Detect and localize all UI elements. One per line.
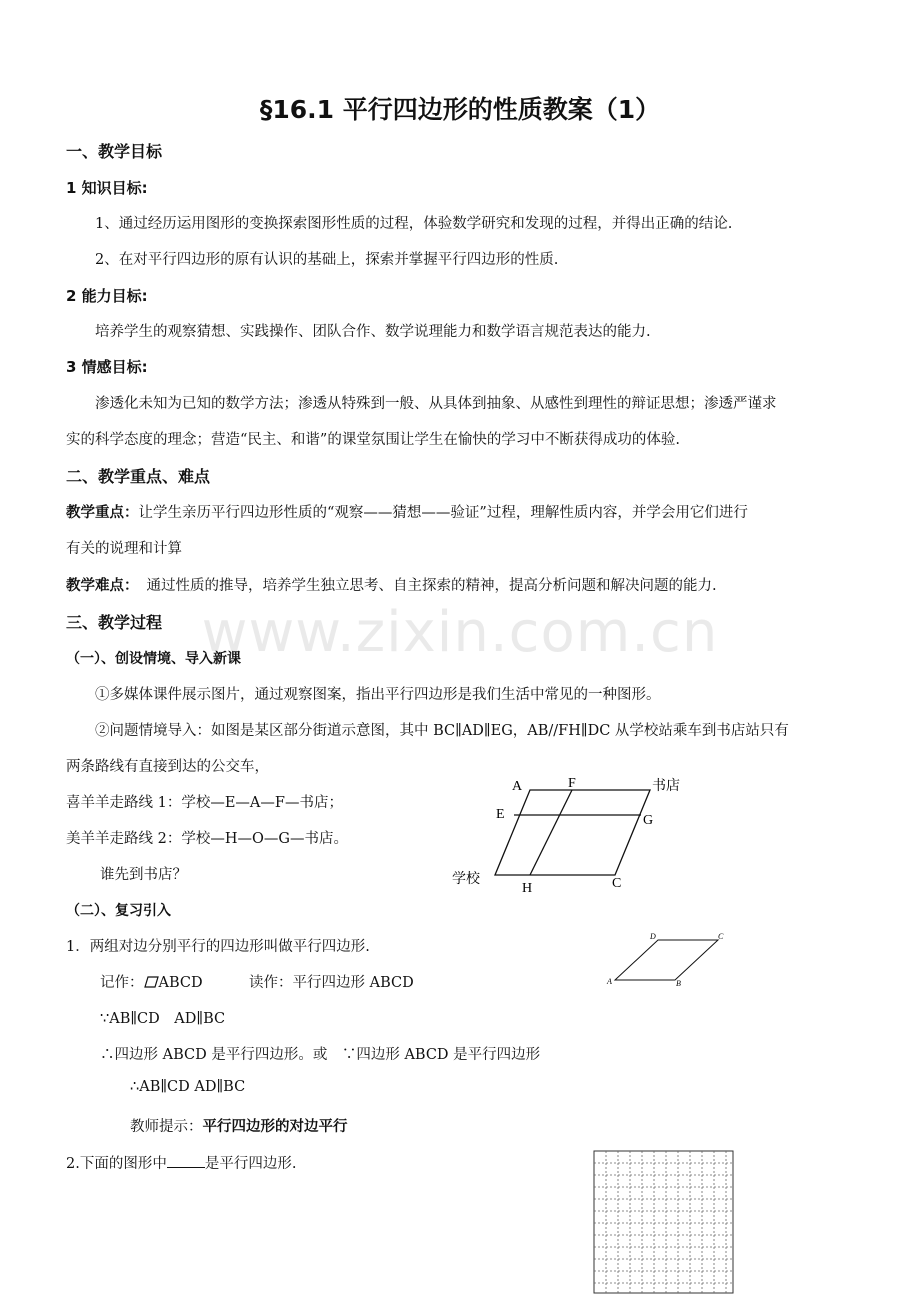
answer-blank[interactable] [167,1153,205,1168]
label-F: F [568,776,576,791]
knowledge-item-1: 1、通过经历运用图形的变换探索图形性质的过程，体验数学研究和发现的过程，并得出正确的结论. [95,216,733,232]
question-2-before: 2.下面的图形中 [66,1156,167,1172]
label-G: G [643,813,654,828]
street-diagram [440,770,700,900]
emotion-goal-line-2: 实的科学态度的理念；营造“民主、和谐”的课堂氛围让学生在愉快的学习中不断获得成功的体验. [66,432,680,448]
key-point-label: 教学重点： [66,505,139,521]
street-parallelogram [495,790,650,875]
key-point-line-2: 有关的说理和计算 [66,541,182,557]
question: 谁先到书店？ [100,867,187,883]
part-1-item-2-line-2: 两条路线有直接到达的公交车， [66,759,269,775]
key-point-text: 让学生亲历平行四边形性质的“观察——猜想——验证”过程，理解性质内容，并学会用它们进行 [138,505,748,521]
hint-text: 平行四边形的对边平行 [202,1119,348,1135]
parallelogram-symbol-icon [144,976,159,988]
part-1-item-1: ①多媒体课件展示图片，通过观察图案，指出平行四边形是我们生活中常见的一种图形。 [95,687,661,703]
knowledge-goal-label: 1 知识目标: [66,179,148,197]
definition: 1．两组对边分别平行的四边形叫做平行四边形. [66,939,370,955]
label-shop: 书店 [652,779,680,794]
therefore-line-2: ∴AB∥CD AD∥BC [130,1079,246,1095]
notation-label: 记作： [100,975,144,991]
ability-goal-label: 2 能力目标: [66,287,148,305]
section-1-heading: 一、教学目标 [66,142,163,161]
grid-border [594,1151,733,1293]
label-C: C [612,876,622,891]
difficulty-text: 通过性质的推导，培养学生独立思考、自主探索的精神，提高分析问题和解决问题的能力. [146,578,717,594]
dotted-grid-figure [593,1150,735,1295]
knowledge-item-2: 2、在对平行四边形的原有认识的基础上，探索并掌握平行四边形的性质. [95,252,559,268]
label-H: H [522,881,533,896]
watermark: www.zixin.com.cn [201,600,719,665]
therefore-line-1: ∴四边形 ABCD 是平行四边形。或 ∵四边形 ABCD 是平行四边形 [100,1047,541,1063]
because-line: ∵AB∥CD AD∥BC [100,1011,226,1027]
part-2-heading: （二）、复习引入 [66,903,171,919]
hint-label: 教师提示： [130,1119,203,1135]
emotion-goal-label: 3 情感目标: [66,358,148,376]
difficulty-line [66,574,717,595]
part-1-item-2-line-1: ②问题情境导入：如图是某区部分街道示意图，其中 BC∥AD∥EG，AB//FH∥DC 从学校站乘车到书店站只有 [95,723,789,739]
parallelogram-abcd [615,940,718,980]
route-1: 喜羊羊走路线 1：学校—E—A—F—书店； [66,795,343,811]
read-as: 读作：平行四边形 ABCD [249,975,414,991]
small-label-B: B [676,979,681,988]
page-title: §16.1 平行四边形的性质教案（1） [259,95,661,124]
label-A: A [512,779,523,794]
small-label-A: A [607,977,612,986]
notation-value: ABCD [158,975,203,991]
part-1-heading: （一）、创设情境、导入新课 [66,651,241,667]
parallelogram-abcd-figure [600,928,740,992]
street-fh [530,790,572,875]
small-label-C: C [718,932,724,941]
route-2: 美羊羊走路线 2：学校—H—O—G—书店。 [66,831,348,847]
difficulty-label: 教学难点： [66,578,139,594]
ability-goal-text: 培养学生的观察猜想、实践操作、团队合作、数学说理能力和数学语言规范表达的能力. [95,324,651,340]
label-E: E [496,807,505,822]
teacher-hint [130,1115,348,1136]
section-2-heading: 二、教学重点、难点 [66,467,211,486]
section-3-heading: 三、教学过程 [66,613,163,632]
question-2 [66,1152,296,1173]
key-point-line-1 [66,501,748,522]
question-2-after: 是平行四边形. [204,1156,297,1172]
notation-line [100,971,203,992]
emotion-goal-line-1: 渗透化未知为已知的数学方法；渗透从特殊到一般、从具体到抽象、从感性到理性的辩证思想；渗透严谨求 [95,396,777,412]
small-label-D: D [650,932,656,941]
grid-lines [594,1151,733,1293]
label-school: 学校 [452,872,480,887]
